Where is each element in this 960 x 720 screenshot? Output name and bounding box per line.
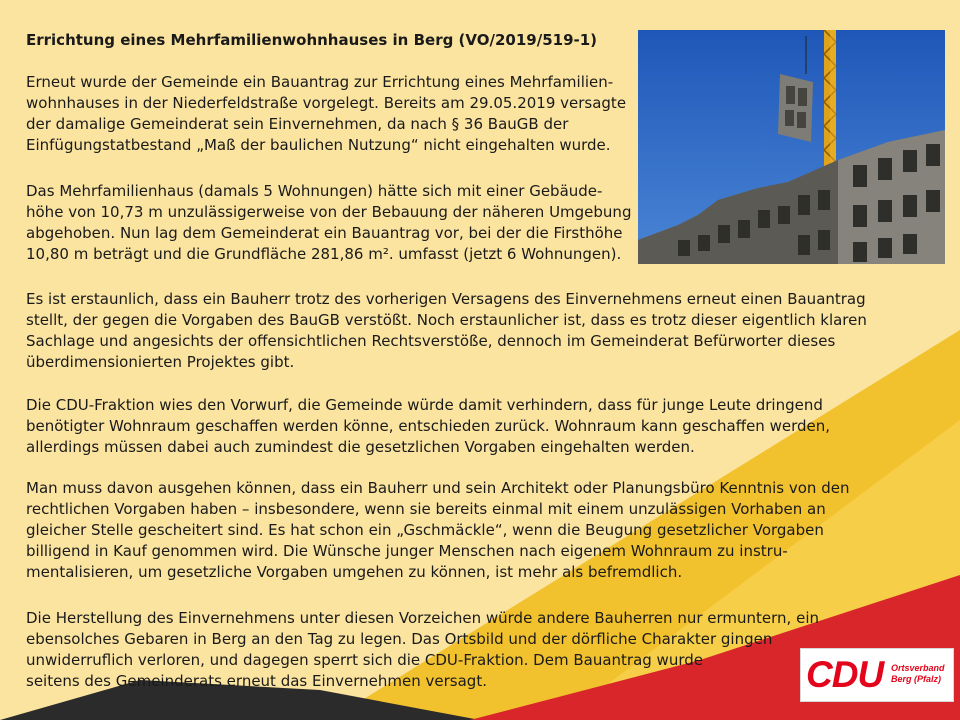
paragraph-line: höhe von 10,73 m unzulässigerweise von der Bebauung der näheren Umgebung	[26, 203, 632, 221]
paragraph-line: benötigter Wohnraum geschaffen werden könne, entschieden zurück. Wohnraum kann geschaffen werden,	[26, 417, 831, 435]
paragraph-line: seitens des Gemeinderats erneut das Einvernehmen versagt.	[26, 672, 487, 690]
paragraph-line: rechtlichen Vorgaben haben – insbesondere, wenn sie bereits einmal mit einem unzulässigen Vorhaben an	[26, 500, 826, 518]
paragraph-line: ebensolches Gebaren in Berg an den Tag zu legen. Das Ortsbild und der dörfliche Charakter gingen	[26, 630, 773, 648]
paragraph-line: unwiderruflich verloren, und dagegen sperrt sich die CDU-Fraktion. Dem Bauantrag wurde	[26, 651, 703, 669]
paragraph-line: der damalige Gemeinderat sein Einvernehmen, da nach § 36 BauGB der	[26, 115, 569, 133]
construction-photo	[638, 30, 945, 264]
paragraph-line: stellt, der gegen die Vorgaben des BauGB verstößt. Noch erstaunlicher ist, dass es trotz dieser eigentlich klaren	[26, 311, 867, 329]
paragraph-line: Sachlage und angesichts der offensichtlichen Rechtsverstöße, dennoch im Gemeinderat Befürworter dieses	[26, 332, 836, 350]
paragraph-5	[26, 478, 849, 583]
paragraph-line: mentalisieren, um gesetzliche Vorgaben umgehen zu können, ist mehr als befremdlich.	[26, 563, 683, 581]
paragraph-1	[26, 72, 626, 156]
cdu-logo	[800, 648, 954, 702]
cdu-logo-line-1: Ortsverband	[891, 663, 945, 673]
paragraph-2	[26, 181, 631, 265]
paragraph-line: allerdings müssen dabei auch zumindest die gesetzlichen Vorgaben eingehalten werden.	[26, 438, 695, 456]
paragraph-line: Die CDU-Fraktion wies den Vorwurf, die Gemeinde würde damit verhindern, dass für junge Leute dringend	[26, 396, 823, 414]
paragraph-line: Einfügungstatbestand „Maß der baulichen Nutzung“ nicht eingehalten wurde.	[26, 136, 611, 154]
paragraph-line: Es ist erstaunlich, dass ein Bauherr trotz des vorherigen Versagens des Einvernehmens erneut einen Bauantrag	[26, 290, 866, 308]
cdu-logo-line-2: Berg (Pfalz)	[891, 674, 942, 684]
hanging-panel	[778, 74, 813, 142]
paragraph-line: Man muss davon ausgehen können, dass ein Bauherr und sein Architekt oder Planungsbüro Kenntnis von den	[26, 479, 850, 497]
paragraph-line: Die Herstellung des Einvernehmens unter diesen Vorzeichen würde andere Bauherren nur ermuntern, ein	[26, 609, 819, 627]
paragraph-6	[26, 608, 819, 692]
paragraph-3	[26, 289, 867, 373]
paragraph-line: überdimensionierten Projektes gibt.	[26, 353, 295, 371]
paragraph-line: billigend in Kauf genommen wird. Die Wünsche junger Menschen nach eigenem Wohnraum zu instru-	[26, 542, 788, 560]
paragraph-line: gleicher Stelle gescheitert sind. Es hat schon ein „Gschmäckle“, wenn die Beugung gesetzlicher Vorgaben	[26, 521, 824, 539]
cdu-logo-mark: CDU	[806, 654, 884, 695]
paragraph-line: 10,80 m beträgt und die Grundfläche 281,86 m². umfasst (jetzt 6 Wohnungen).	[26, 245, 622, 263]
paragraph-line: Das Mehrfamilienhaus (damals 5 Wohnungen) hätte sich mit einer Gebäude-	[26, 182, 603, 200]
paragraph-4	[26, 395, 830, 458]
paragraph-line: abgehoben. Nun lag dem Gemeinderat ein Bauantrag vor, bei der die Firsthöhe	[26, 224, 623, 242]
paragraph-line: Erneut wurde der Gemeinde ein Bauantrag zur Errichtung eines Mehrfamilien-	[26, 73, 614, 91]
slide-title: Errichtung eines Mehrfamilienwohnhauses in Berg (VO/2019/519-1)	[26, 31, 598, 49]
paragraph-line: wohnhauses in der Niederfeldstraße vorgelegt. Bereits am 29.05.2019 versagte	[26, 94, 627, 112]
